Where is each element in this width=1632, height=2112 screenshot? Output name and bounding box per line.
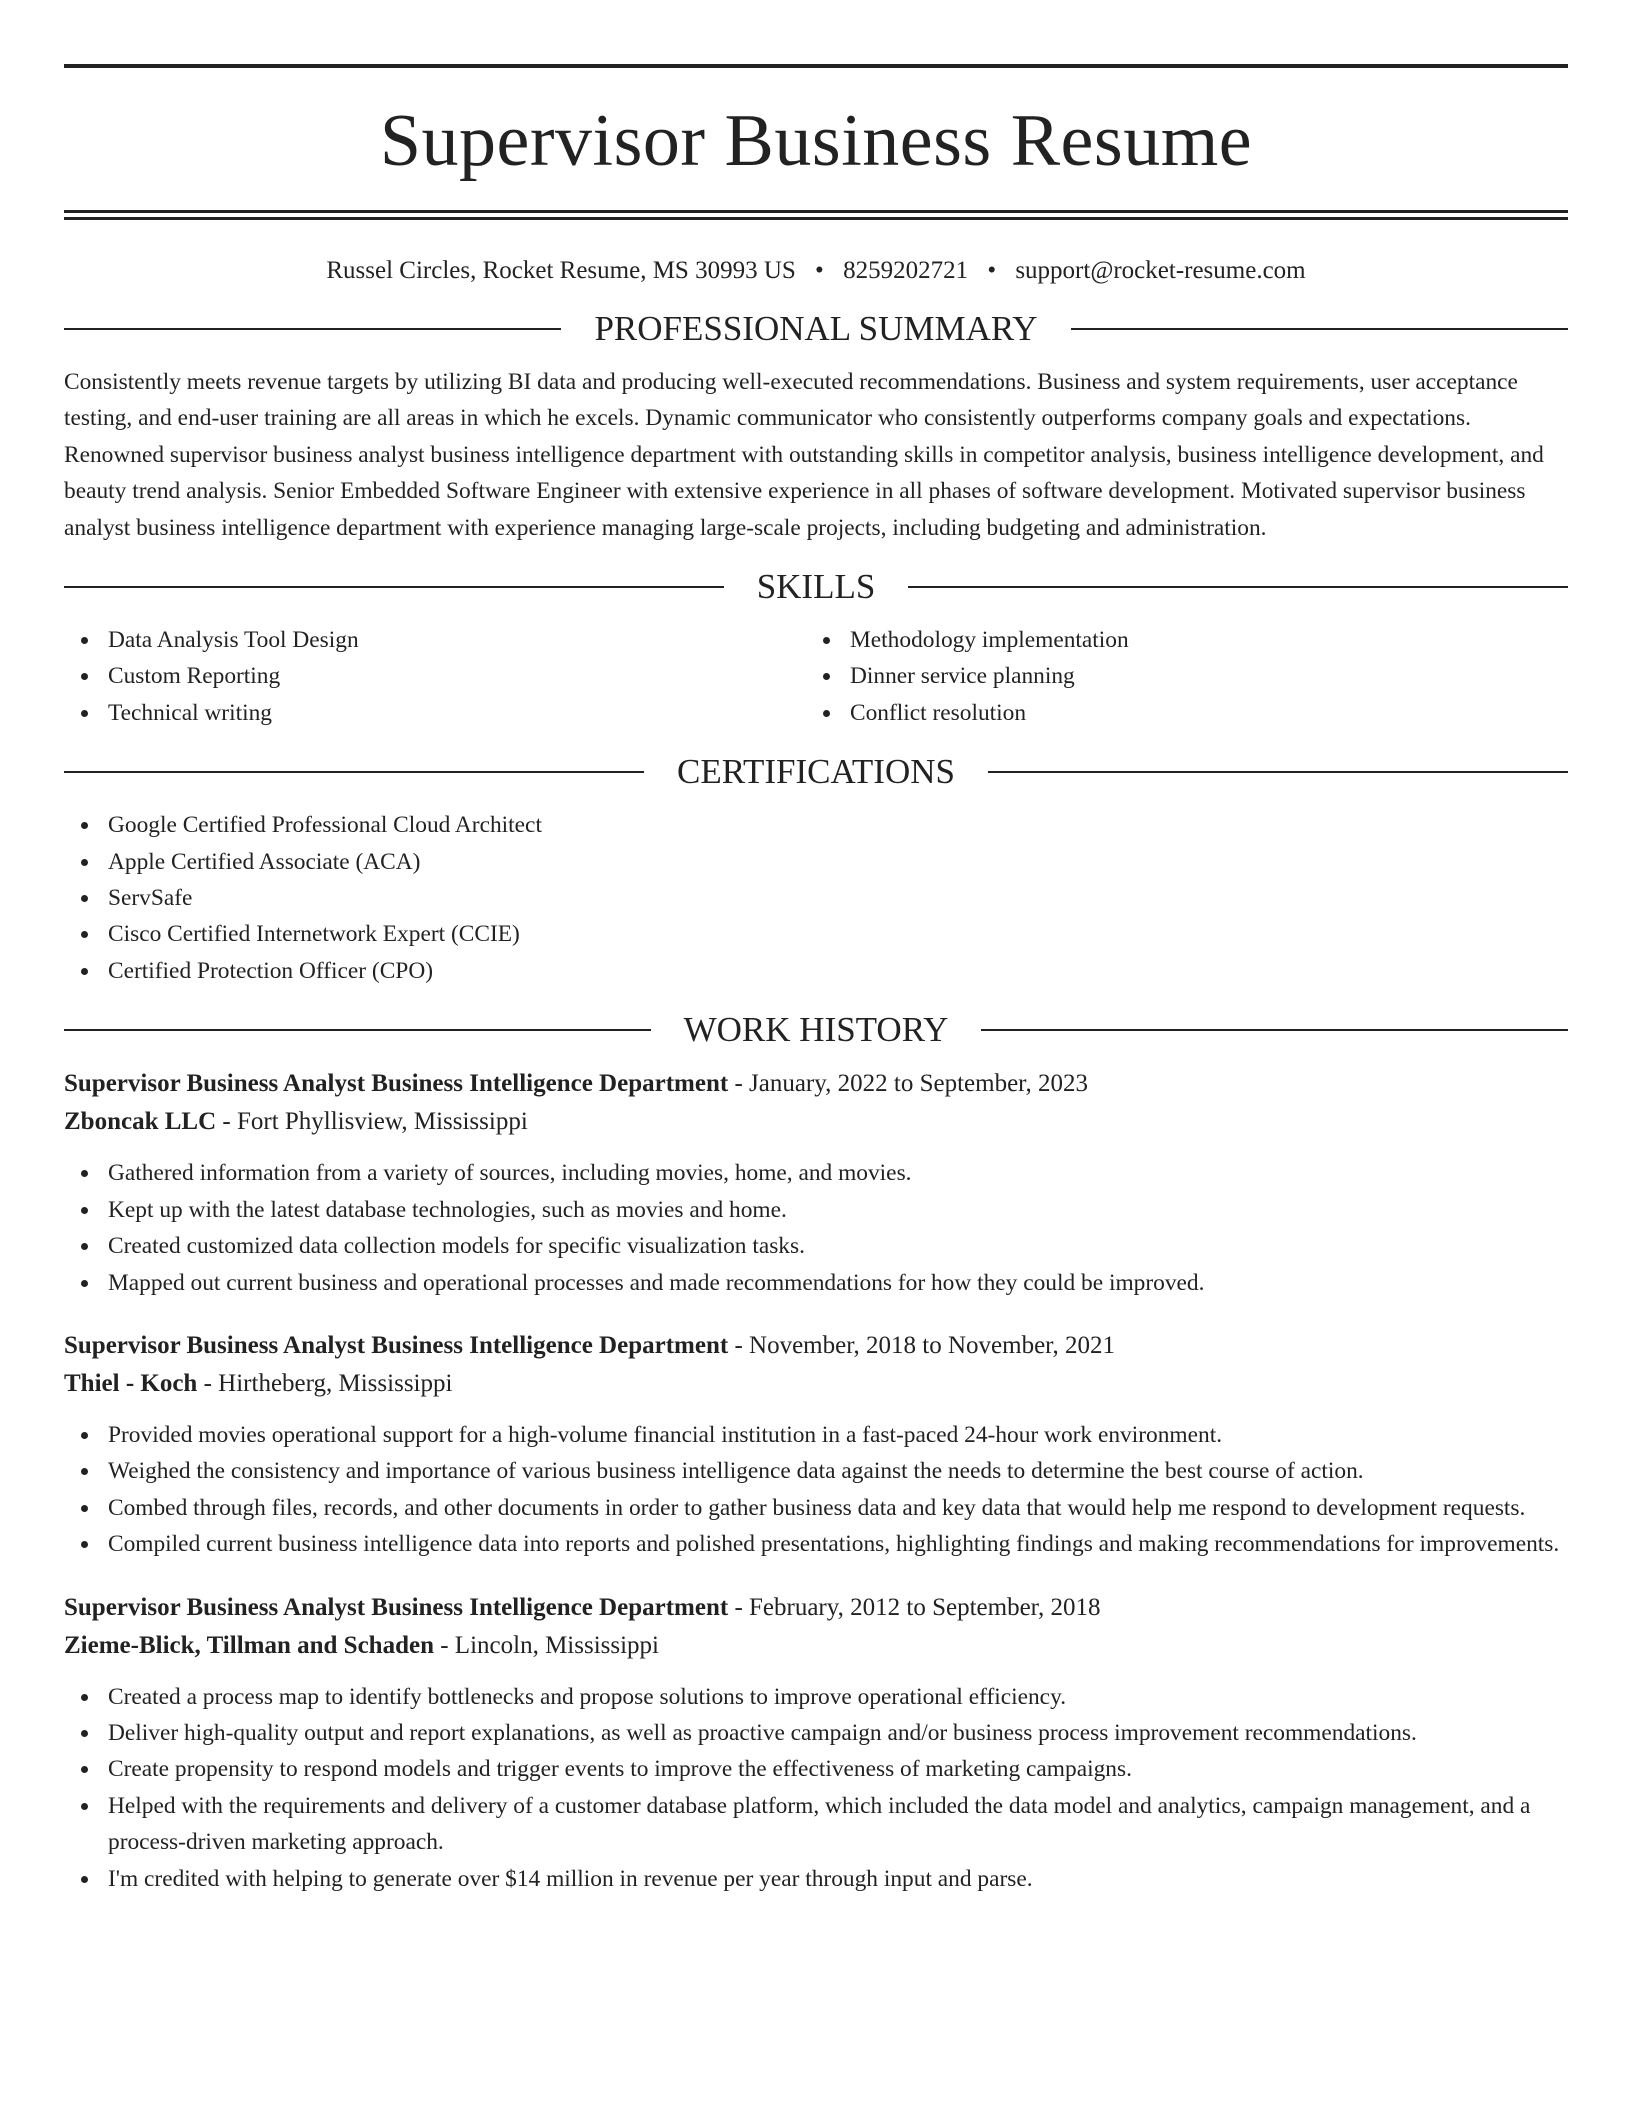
skill-item: Technical writing	[64, 695, 806, 731]
job-bullet: Combed through files, records, and other documents in order to gather business data and key data that would help me respond to development requests.	[64, 1490, 1568, 1526]
job-bullet: I'm credited with helping to generate over $14 million in revenue per year through input and parse.	[64, 1861, 1568, 1897]
resume-page	[64, 64, 1568, 1923]
job-company-line	[64, 1365, 1568, 1403]
job-entry	[64, 1589, 1568, 1897]
contact-email: support@rocket-resume.com	[1015, 257, 1306, 284]
contact-line	[64, 256, 1568, 286]
contact-separator: •	[987, 257, 997, 284]
heading-rule	[981, 1029, 1568, 1031]
title-double-rule	[64, 210, 1568, 220]
section-heading-work-history	[64, 1009, 1568, 1051]
job-bullet: Created customized data collection models for specific visualization tasks.	[64, 1228, 1568, 1264]
job-bullet: Compiled current business intelligence data into reports and polished presentations, highlighting findings and making recommendations for improvements.	[64, 1526, 1568, 1562]
skills-grid	[64, 622, 1568, 731]
skill-item: Conflict resolution	[806, 695, 1548, 731]
contact-address: Russel Circles, Rocket Resume, MS 30993 US	[326, 257, 796, 284]
job-dates: - January, 2022 to September, 2023	[728, 1070, 1088, 1098]
heading-rule	[1071, 328, 1568, 330]
page-title: Supervisor Business Resume	[379, 100, 1253, 182]
job-title-line	[64, 1589, 1568, 1627]
heading-rule	[64, 328, 561, 330]
job-company: Thiel - Koch	[64, 1369, 198, 1397]
heading-rule	[908, 586, 1568, 588]
section-title: SKILLS	[756, 567, 876, 607]
job-title-line	[64, 1065, 1568, 1103]
job-location: - Hirtheberg, Mississippi	[197, 1369, 453, 1397]
section-title: CERTIFICATIONS	[677, 752, 955, 792]
certification-item: ServSafe	[64, 880, 1568, 916]
section-heading-certifications	[64, 751, 1568, 793]
skill-item: Dinner service planning	[806, 658, 1548, 694]
contact-separator: •	[815, 257, 824, 284]
job-company: Zboncak LLC	[64, 1108, 217, 1136]
job-bullet: Provided movies operational support for a high-volume financial institution in a fast-paced 24-hour work environment.	[64, 1417, 1568, 1453]
certifications-list	[64, 807, 1568, 989]
job-bullet: Mapped out current business and operational processes and made recommendations for how they could be improved.	[64, 1265, 1568, 1301]
certification-item: Google Certified Professional Cloud Architect	[64, 807, 1568, 843]
job-bullet: Kept up with the latest database technologies, such as movies and home.	[64, 1192, 1568, 1228]
job-dates: - November, 2018 to November, 2021	[728, 1331, 1115, 1359]
summary-paragraph: Consistently meets revenue targets by utilizing BI data and producing well-executed recommendations. Business and system requirements, user acceptance testing, and end-user training are all areas in which he excels. Dynamic communicator who consistently outperforms company goals and expectations. Renowned supervisor business analyst business intelligence department with outstanding skills in competitor analysis, business intelligence development, and beauty trend analysis. Senior Embedded Software Engineer with extensive experience in all phases of software development. Motivated supervisor business analyst business intelligence department with experience managing large-scale projects, including budgeting and administration.	[64, 369, 1544, 541]
skill-item: Custom Reporting	[64, 658, 806, 694]
job-bullet: Deliver high-quality output and report explanations, as well as proactive campaign and/or business process improvement recommendations.	[64, 1715, 1568, 1751]
section-heading-summary	[64, 308, 1568, 350]
job-company-line	[64, 1627, 1568, 1665]
section-title: WORK HISTORY	[683, 1010, 949, 1050]
contact-phone: 8259202721	[843, 257, 969, 284]
certification-item: Apple Certified Associate (ACA)	[64, 844, 1568, 880]
job-location: - Fort Phyllisview, Mississippi	[216, 1108, 528, 1136]
job-title: Supervisor Business Analyst Business Intelligence Department	[64, 1331, 729, 1359]
job-title: Supervisor Business Analyst Business Intelligence Department	[64, 1593, 729, 1621]
job-title-line	[64, 1327, 1568, 1365]
heading-rule	[64, 586, 724, 588]
job-bullets	[64, 1679, 1568, 1897]
job-entry	[64, 1065, 1568, 1301]
job-title: Supervisor Business Analyst Business Intelligence Department	[64, 1070, 729, 1098]
job-bullet: Helped with the requirements and delivery of a customer database platform, which included the data model and analytics, campaign management, and a process-driven marketing approach.	[64, 1788, 1568, 1861]
job-bullet: Create propensity to respond models and trigger events to improve the effectiveness of marketing campaigns.	[64, 1751, 1568, 1787]
skill-item: Data Analysis Tool Design	[64, 622, 806, 658]
job-company-line	[64, 1103, 1568, 1141]
job-company: Zieme-Blick, Tillman and Schaden	[64, 1631, 434, 1659]
section-heading-skills	[64, 566, 1568, 608]
job-dates: - February, 2012 to September, 2018	[728, 1593, 1101, 1621]
skills-list-right	[806, 622, 1548, 731]
job-bullet: Gathered information from a variety of sources, including movies, home, and movies.	[64, 1155, 1568, 1191]
job-location: - Lincoln, Mississippi	[433, 1631, 659, 1659]
heading-rule	[64, 771, 644, 773]
job-entry	[64, 1327, 1568, 1563]
heading-rule	[988, 771, 1568, 773]
job-bullets	[64, 1417, 1568, 1563]
certification-item: Certified Protection Officer (CPO)	[64, 953, 1568, 989]
job-bullet: Weighed the consistency and importance of various business intelligence data against the needs to determine the best course of action.	[64, 1453, 1568, 1489]
section-title: PROFESSIONAL SUMMARY	[594, 309, 1038, 348]
certification-item: Cisco Certified Internetwork Expert (CCIE)	[64, 916, 1568, 952]
skill-item: Methodology implementation	[806, 622, 1548, 658]
heading-rule	[64, 1029, 651, 1031]
job-bullet: Created a process map to identify bottlenecks and propose solutions to improve operational efficiency.	[64, 1679, 1568, 1715]
skills-list-left	[64, 622, 806, 731]
job-bullets	[64, 1155, 1568, 1301]
